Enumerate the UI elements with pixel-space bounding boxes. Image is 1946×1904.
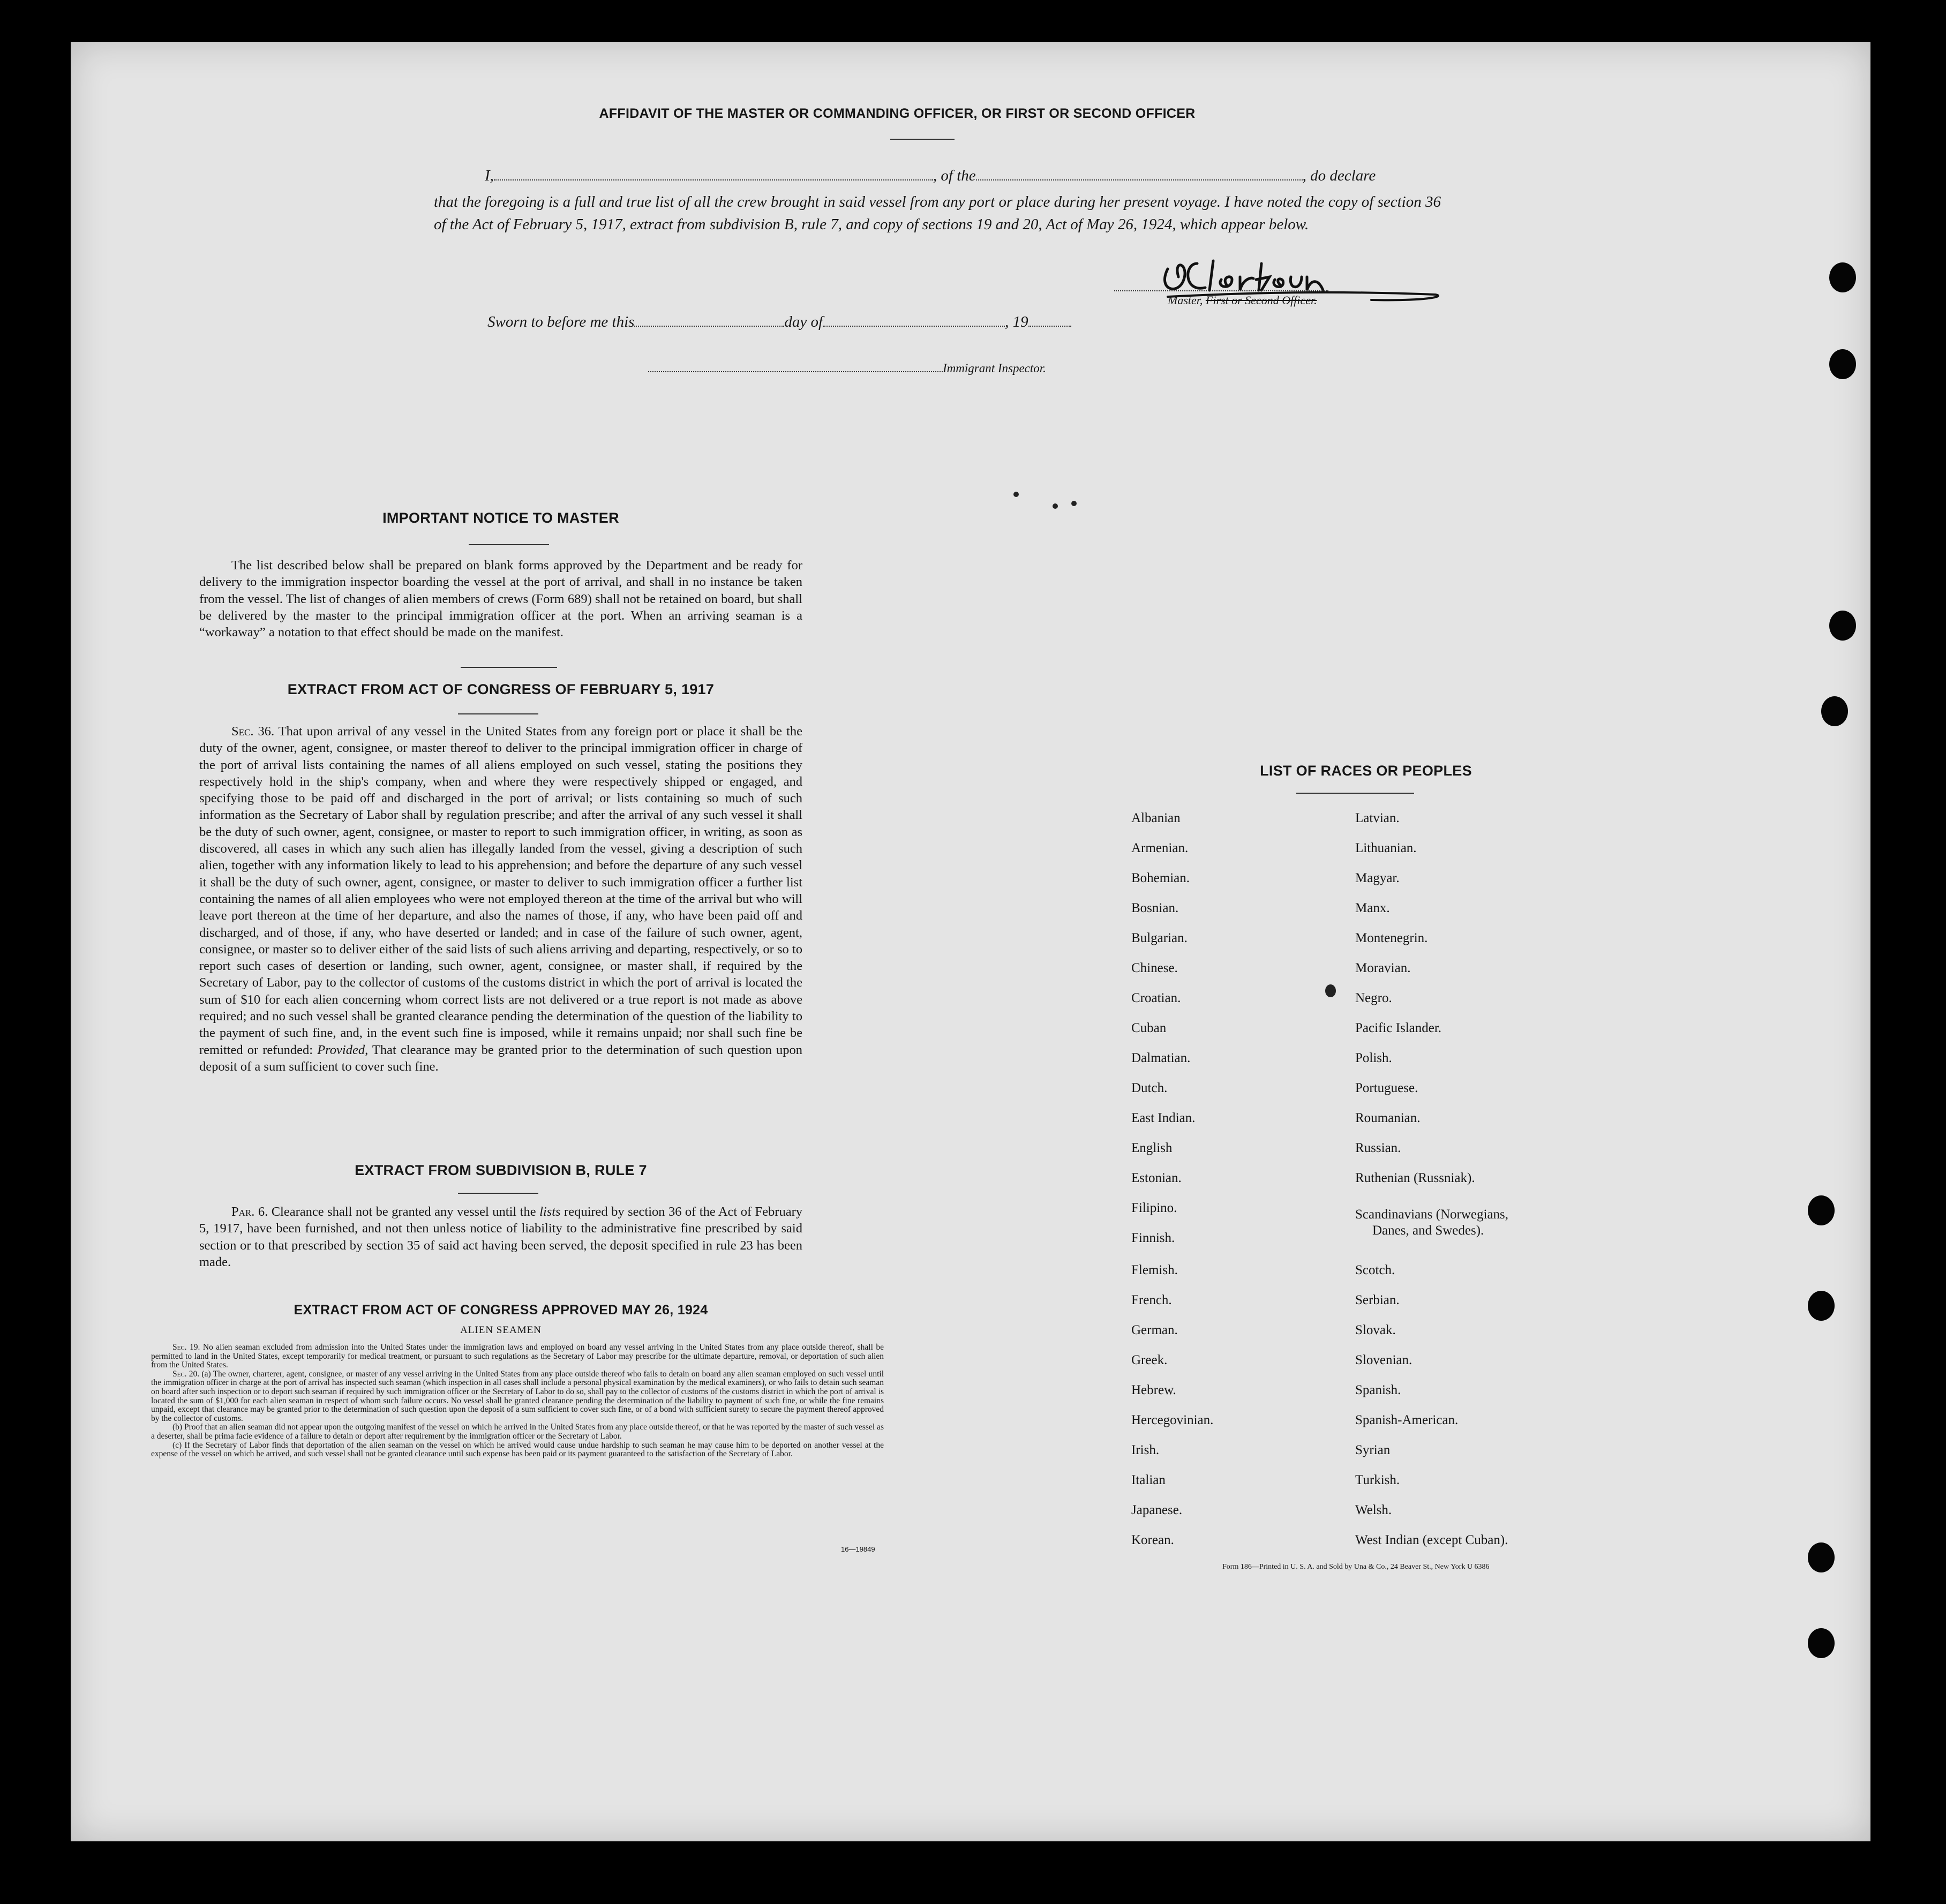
sections-19-20-text xyxy=(151,1343,884,1459)
race-right-20: Spanish. xyxy=(1355,1383,1401,1397)
affidavit-statement: that the foregoing is a full and true list of all the crew brought in said vessel from any port or place during her present voyage. I have noted the copy of section 36 of the Act of February 5, 1917, extract from subdivision B, rule 7, and copy of sections 19 and 20, Act of May 26, 1924, which appear below. xyxy=(434,193,1441,233)
sworn-year-label: , 19 xyxy=(1005,313,1028,330)
vessel-name-blank[interactable] xyxy=(976,179,1303,180)
signature-caption xyxy=(1168,293,1317,307)
race-right-12: Russian. xyxy=(1355,1141,1401,1155)
race-left-10: Dutch. xyxy=(1131,1081,1168,1095)
race-left-21: Hercegovinian. xyxy=(1131,1413,1214,1427)
punch-hole xyxy=(1808,1291,1835,1321)
section-20c-body: (c) If the Secretary of Labor finds that deportation of the alien seaman on the vessel on which he arrived would cause undue hardship to such seaman he may cause him to be deported on another vessel at the expense of the vessel on which he arrived, and such vessel shall not be granted clearance until such expense has been paid or its payment guaranteed to the satisfaction of the Secretary of Labor. xyxy=(151,1440,884,1459)
race-right-17: Serbian. xyxy=(1355,1293,1400,1307)
ink-speck xyxy=(1325,984,1336,997)
paragraph-6-label: Par. 6. xyxy=(231,1205,268,1219)
race-left-22: Irish. xyxy=(1131,1443,1160,1457)
race-right-18: Slovak. xyxy=(1355,1323,1396,1337)
do-declare-label: , do declare xyxy=(1302,167,1376,184)
ink-speck xyxy=(1071,501,1077,506)
race-right-23: Turkish. xyxy=(1355,1473,1400,1487)
race-right-15: Danes, and Swedes). xyxy=(1372,1223,1484,1238)
race-right-11: Roumanian. xyxy=(1355,1111,1421,1125)
notice-rule xyxy=(469,544,549,545)
race-left-5: Bulgarian. xyxy=(1131,931,1188,945)
signature-blank[interactable] xyxy=(1114,290,1328,291)
race-right-2: Lithuanian. xyxy=(1355,841,1417,855)
ink-speck xyxy=(1013,492,1019,497)
race-right-25: West Indian (except Cuban). xyxy=(1355,1533,1508,1547)
punch-hole xyxy=(1808,1542,1835,1572)
punch-hole xyxy=(1808,1195,1835,1225)
race-right-5: Montenegrin. xyxy=(1355,931,1428,945)
inspector-label: Immigrant Inspector. xyxy=(943,362,1046,375)
race-left-24: Japanese. xyxy=(1131,1503,1183,1517)
race-left-11: East Indian. xyxy=(1131,1111,1196,1125)
race-right-9: Polish. xyxy=(1355,1051,1392,1065)
punch-hole xyxy=(1829,349,1856,379)
race-right-6: Moravian. xyxy=(1355,961,1411,975)
race-right-8: Pacific Islander. xyxy=(1355,1021,1442,1035)
section-20a-body: (a) The owner, charterer, agent, consignee, or master of any vessel arriving in the United States from any place outside thereof who fails to detain on board any alien seaman employed on such vessel until the immigration officer in charge at the port of arrival has inspected such seaman (which inspection in all cases shall include a personal physical examination by the medical examiners), or who fails to detain such seaman on board after such inspection or to deport such seaman if required by such immigration officer or the Secretary of Labor to do so, shall pay to the collector of customs of the customs district in which the port of arrival is located the sum of $1,000 for each alien seaman in respect of whom such failure occurs. No vessel shall be granted clearance pending the determination of the liability to payment of such fine, or while the fine remains unpaid, except that clearance may be granted prior to the determination of such question upon the deposit of a sum sufficient to cover such fine, or of a bond with sufficient surety to secure the payment thereof approved by the collector of customs. xyxy=(151,1369,884,1423)
race-right-19: Slovenian. xyxy=(1355,1353,1412,1367)
inspector-signature-blank[interactable] xyxy=(648,371,943,372)
race-left-1: Albanian xyxy=(1131,811,1181,825)
notice-end-rule xyxy=(461,667,557,668)
race-right-14: Scandinavians (Norwegians, xyxy=(1355,1207,1509,1222)
race-left-25: Korean. xyxy=(1131,1533,1174,1547)
sworn-year-blank[interactable] xyxy=(1028,326,1071,327)
sworn-day-blank[interactable] xyxy=(634,326,784,327)
section-20-label: Sec. 20. xyxy=(172,1369,200,1379)
punch-hole xyxy=(1821,696,1848,726)
section-20b-body: (b) Proof that an alien seaman did not appear upon the outgoing manifest of the vessel on which he arrived in the United States from any place outside thereof, or that he was reported by the master of such vessel as a deserter, shall be prima facie evidence of a failure to detain or deport after requirement by the immigration officer or the Secretary of Labor. xyxy=(151,1423,884,1441)
subdivision-b-rule xyxy=(458,1193,538,1194)
race-right-22: Syrian xyxy=(1355,1443,1391,1457)
race-left-14: Filipino. xyxy=(1131,1201,1177,1215)
race-left-2: Armenian. xyxy=(1131,841,1189,855)
lists-word: lists xyxy=(539,1205,561,1219)
race-left-23: Italian xyxy=(1131,1473,1166,1487)
declarant-name-blank[interactable] xyxy=(494,179,933,180)
race-right-4: Manx. xyxy=(1355,901,1390,915)
race-right-1: Latvian. xyxy=(1355,811,1400,825)
race-left-4: Bosnian. xyxy=(1131,901,1179,915)
extract-1917-title: EXTRACT FROM ACT OF CONGRESS OF FEBRUARY 5, 1917 xyxy=(287,681,715,697)
extract-1924-title: EXTRACT FROM ACT OF CONGRESS APPROVED MAY 26, 1924 xyxy=(294,1303,708,1318)
affidavit-title: AFFIDAVIT OF THE MASTER OR COMMANDING OFFICER, OR FIRST OR SECOND OFFICER xyxy=(599,106,1196,121)
sworn-prefix: Sworn to before me this xyxy=(487,313,635,330)
declaration-line xyxy=(485,167,1376,185)
inspector-line xyxy=(648,359,1046,377)
race-left-6: Chinese. xyxy=(1131,961,1178,975)
section-19-body: No alien seaman excluded from admission into the United States under the immigration laws and employed on board any vessel arriving in the United States from any place outside thereof, shall be permitted to land in the United States, except temporarily for medical treatment, or pursuant to such regulations as the Secretary of Labor may prescribe for the ultimate departure, removal, or deportation of such alien from the United States. xyxy=(151,1343,884,1370)
form-printer-note: Form 186—Printed in U. S. A. and Sold by Una & Co., 24 Beaver St., New York U 6386 xyxy=(1222,1563,1490,1571)
race-left-8: Cuban xyxy=(1131,1021,1167,1035)
declarant-prefix: I, xyxy=(485,167,494,184)
alien-seamen-subtitle: ALIEN SEAMEN xyxy=(460,1324,542,1336)
punch-hole xyxy=(1808,1628,1835,1658)
title-rule xyxy=(890,139,955,140)
race-right-10: Portuguese. xyxy=(1355,1081,1418,1095)
ink-speck xyxy=(1053,503,1058,509)
races-rule xyxy=(1296,793,1414,794)
sworn-month-blank[interactable] xyxy=(823,326,1005,327)
race-left-15: Finnish. xyxy=(1131,1231,1175,1245)
race-right-3: Magyar. xyxy=(1355,871,1400,885)
section-36-text xyxy=(199,723,802,1075)
race-left-13: Estonian. xyxy=(1131,1171,1182,1185)
punch-hole xyxy=(1829,262,1856,292)
struck-officer-label: First or Second Officer. xyxy=(1205,293,1317,307)
paragraph-6-body-b: required by section 36 of the Act of February 5, 1917, have been furnished, and not then unless notice of liability to the administrative fine prescribed by said section or to that prescribed by section 35 of said act having been served, the deposit specified in rule 23 has been made. xyxy=(199,1205,803,1269)
paragraph-6-body-a: Clearance shall not be granted any vessel until the xyxy=(271,1205,536,1219)
race-right-24: Welsh. xyxy=(1355,1503,1392,1517)
notice-body: The list described below shall be prepared on blank forms approved by the Department and be ready for delivery to the immigration inspector boarding the vessel at the port of arrival, and shall in no instance be taken from the vessel. The list of changes of alien members of crews (Form 689) shall not be retained on board, but shall be delivered by the master to the principal immigration officer at the port. When an arriving seaman is a “workaway” a notation to that effect should be made on the manifest. xyxy=(199,558,802,640)
race-left-7: Croatian. xyxy=(1131,991,1181,1005)
extract-1917-rule xyxy=(458,713,538,714)
race-left-19: Greek. xyxy=(1131,1353,1168,1367)
race-left-18: German. xyxy=(1131,1323,1178,1337)
race-left-3: Bohemian. xyxy=(1131,871,1190,885)
punch-hole xyxy=(1829,611,1856,641)
race-right-21: Spanish-American. xyxy=(1355,1413,1459,1427)
provided-body: That clearance may be granted prior to the determination of such question upon deposit of a sum sufficient to cover such fine. xyxy=(199,1042,803,1074)
section-36-label: Sec. 36. xyxy=(231,724,275,739)
race-left-20: Hebrew. xyxy=(1131,1383,1176,1397)
race-left-12: English xyxy=(1131,1141,1173,1155)
sworn-day-label: day of xyxy=(784,313,823,330)
sworn-line xyxy=(487,313,1071,331)
paragraph-6-text xyxy=(199,1203,802,1270)
of-the-label: , of the xyxy=(933,167,976,184)
provided-label: Provided, xyxy=(317,1042,369,1057)
race-left-16: Flemish. xyxy=(1131,1263,1178,1277)
print-code: 16—19849 xyxy=(841,1545,875,1553)
race-right-7: Negro. xyxy=(1355,991,1392,1005)
section-36-body: That upon arrival of any vessel in the United States from any foreign port or place it shall be the duty of the owner, agent, consignee, or master thereof to deliver to the principal immigration officer in charge of the port of arrival lists containing the names of all aliens employed on such vessel, stating the positions they respectively hold in the ship's company, when and where they were respectively shipped or engaged, and specifying those to be paid off and discharged in the port of arrival; or lists containing so much of such information as the Secretary of Labor shall by regulation prescribe; and after the arrival of any such vessel it shall be the duty of such owner, agent, consignee, or master to report to such immigration officer, in writing, as soon as discovered, all cases in which any such alien has illegally landed from the vessel, giving a description of such alien, together with any information likely to lead to his apprehension; and before the departure of any such vessel it shall be the duty of such owner, agent, consignee, or master to deliver to such immigration officer a further list containing the names of all alien employees who were not employed thereon at the time of the arrival but who will leave port thereon at the time of her departure, and also the names of those, if any, who have been paid off and discharged, and of those, if any, who have deserted or landed; and in case of the failure of such owner, agent, consignee, or master so to deliver either of the said lists of such aliens arriving and departing, respectively, or so to report such cases of desertion or landing, such owner, agent, consignee, or master shall, if required by the Secretary of Labor, pay to the collector of customs of the customs district in which the port of arrival is located the sum of $10 for each alien concerning whom correct lists are not delivered or a true report is not made as above required; and no such vessel shall be granted clearance pending the determination of the question of the liability to the payment of such fine, and, in the event such fine is imposed, while it remains unpaid; nor shall such fine be remitted or refunded: xyxy=(199,724,802,1057)
race-left-17: French. xyxy=(1131,1293,1172,1307)
race-left-9: Dalmatian. xyxy=(1131,1051,1191,1065)
races-title: LIST OF RACES OR PEOPLES xyxy=(1260,763,1472,779)
master-label: Master, xyxy=(1168,293,1206,307)
subdivision-b-title: EXTRACT FROM SUBDIVISION B, RULE 7 xyxy=(355,1162,647,1178)
section-19-label: Sec. 19. xyxy=(172,1343,200,1352)
race-right-16: Scotch. xyxy=(1355,1263,1395,1277)
race-right-13: Ruthenian (Russniak). xyxy=(1355,1171,1475,1185)
notice-title: IMPORTANT NOTICE TO MASTER xyxy=(382,510,619,526)
